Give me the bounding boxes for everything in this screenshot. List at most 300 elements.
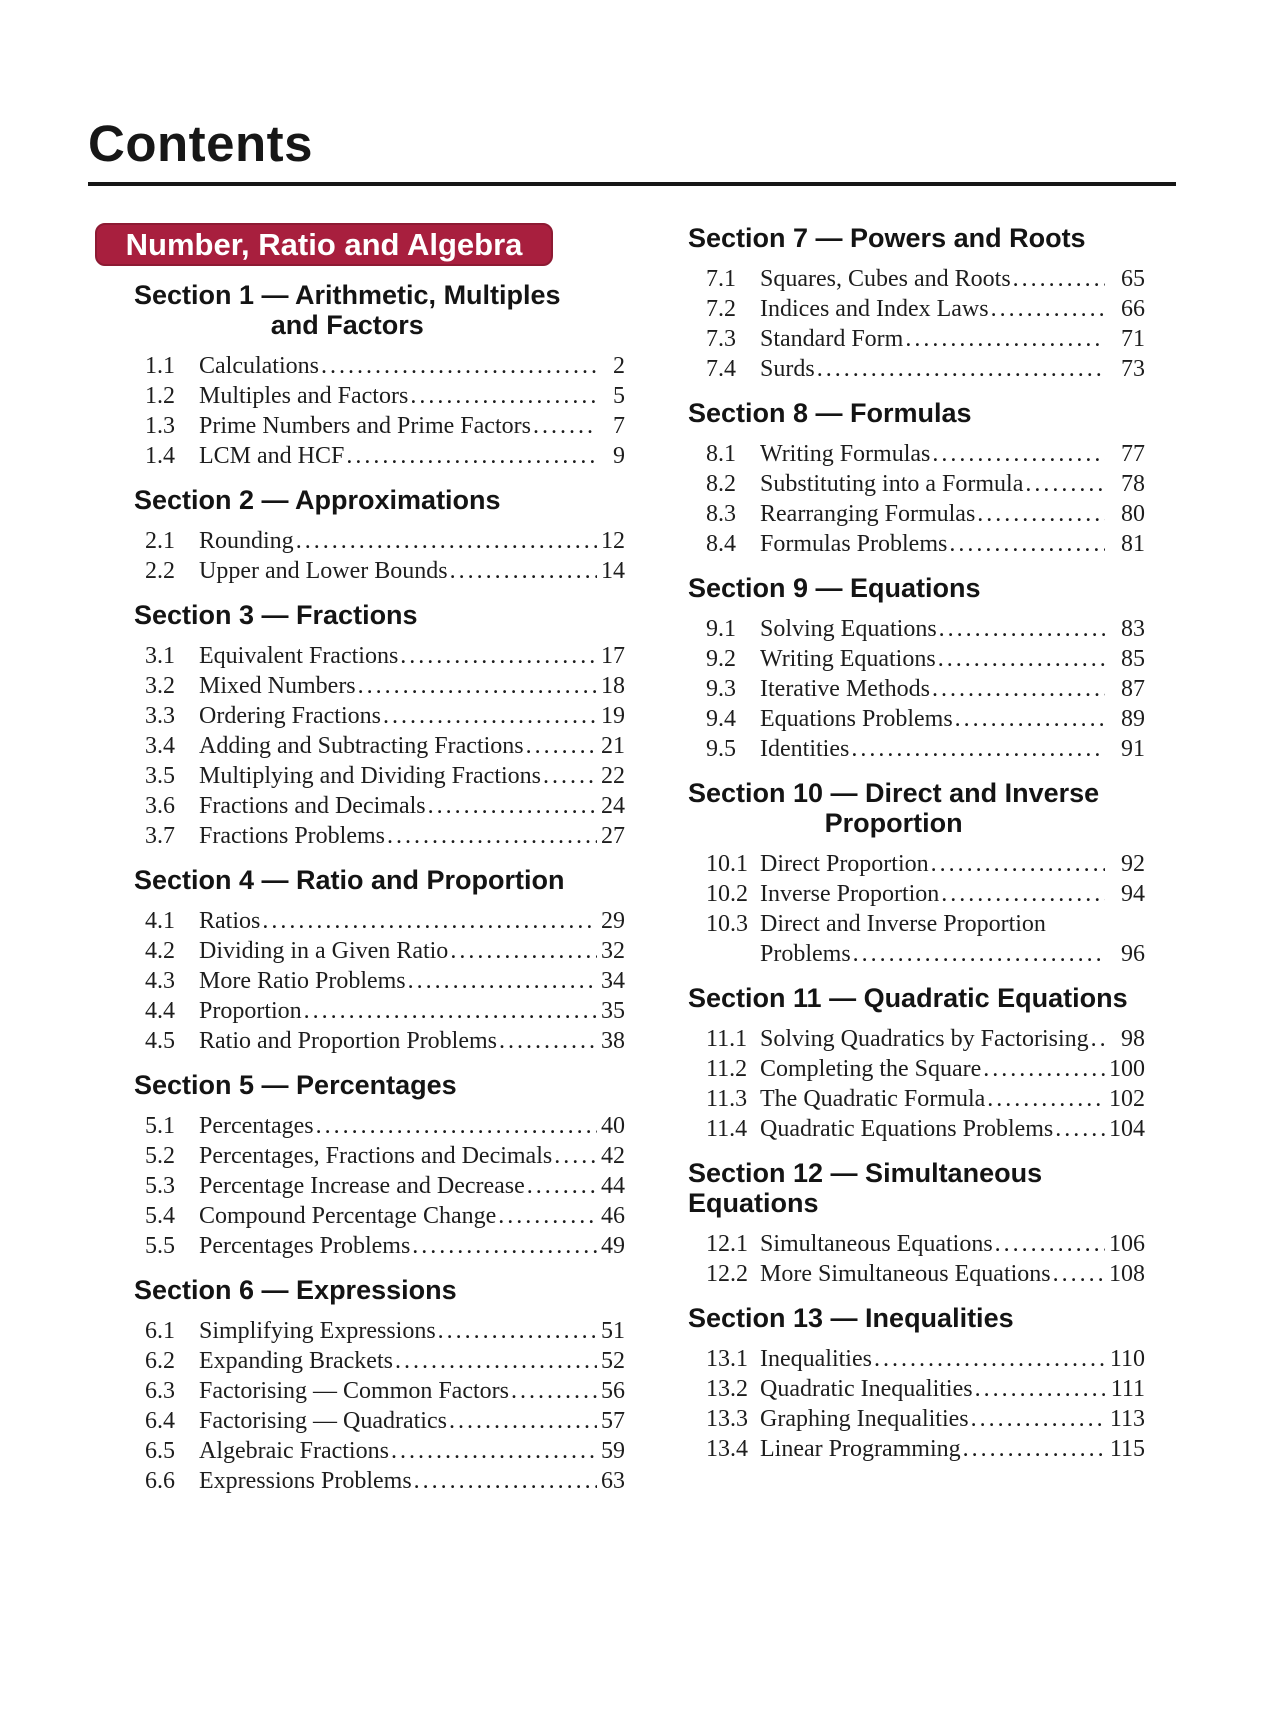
item-number: 3.4: [145, 733, 175, 759]
toc-item: [706, 1054, 1145, 1084]
toc-item: [145, 441, 625, 471]
dot-leader: [554, 1141, 597, 1171]
section-title: [688, 778, 1099, 838]
item-page: 66: [1121, 296, 1145, 322]
dot-leader: [939, 614, 1105, 644]
dot-leader: [533, 411, 597, 441]
toc-item: [145, 936, 625, 966]
dot-leader: [949, 529, 1105, 559]
item-title: Rearranging Formulas: [760, 501, 976, 527]
item-title: Linear Programming: [760, 1436, 961, 1462]
toc-item: [706, 1344, 1145, 1374]
item-page: 83: [1121, 616, 1145, 642]
item-title: Inequalities: [760, 1346, 872, 1372]
toc-item: [706, 439, 1145, 469]
item-page: 77: [1121, 441, 1145, 467]
section-title-line: Section 10 — Direct and Inverse: [688, 778, 1100, 808]
item-title: Simplifying Expressions: [199, 1318, 436, 1344]
item-page: 81: [1121, 531, 1145, 557]
item-page: 7: [613, 413, 625, 439]
item-number: 5.3: [145, 1173, 175, 1199]
item-number: 4.5: [145, 1028, 175, 1054]
dot-leader: [526, 731, 597, 761]
item-title: Upper and Lower Bounds: [199, 558, 448, 584]
dot-leader: [511, 1376, 597, 1406]
item-number: 5.2: [145, 1143, 175, 1169]
toc-item: [706, 1024, 1145, 1054]
section-title: [134, 280, 561, 340]
section-title: [134, 600, 418, 630]
item-page: 17: [601, 643, 625, 669]
item-page: 18: [601, 673, 625, 699]
toc-item: [145, 821, 625, 851]
toc-item: [706, 529, 1145, 559]
item-page: 9: [613, 443, 625, 469]
section-title-line: Section 8 — Formulas: [688, 398, 972, 428]
item-page: 71: [1121, 326, 1145, 352]
item-title: Algebraic Fractions: [199, 1438, 389, 1464]
dot-leader: [498, 1201, 597, 1231]
item-page: 102: [1109, 1086, 1145, 1112]
section-title-line: Section 4 — Ratio and Proportion: [134, 865, 565, 895]
item-number: 9.4: [706, 706, 736, 732]
toc-item: [706, 324, 1145, 354]
dot-leader: [400, 641, 597, 671]
item-title: More Ratio Problems: [199, 968, 406, 994]
dot-leader: [905, 324, 1105, 354]
dot-leader: [817, 354, 1105, 384]
item-page: 59: [601, 1438, 625, 1464]
item-page: 104: [1109, 1116, 1145, 1142]
dot-leader: [412, 1231, 597, 1261]
item-number: 6.1: [145, 1318, 175, 1344]
toc-item: [706, 879, 1145, 909]
item-number: 1.3: [145, 413, 175, 439]
dot-leader: [963, 1434, 1105, 1464]
item-number: 13.3: [706, 1406, 748, 1432]
part-banner-label: Number, Ratio and Algebra: [125, 226, 523, 262]
item-title: Multiples and Factors: [199, 383, 409, 409]
toc-item: [145, 641, 625, 671]
toc-item: [145, 791, 625, 821]
item-page: 19: [601, 703, 625, 729]
item-number: 6.2: [145, 1348, 175, 1374]
item-page: 63: [601, 1468, 625, 1494]
item-title: Completing the Square: [760, 1056, 982, 1082]
item-page: 96: [1121, 941, 1145, 967]
item-number: 11.4: [706, 1116, 748, 1142]
toc-item: [706, 499, 1145, 529]
section-title: [688, 398, 972, 428]
toc-item: [145, 1436, 625, 1466]
toc-item: [145, 1376, 625, 1406]
dot-leader: [931, 849, 1105, 879]
toc-section: [88, 1275, 625, 1496]
toc-item: [706, 614, 1145, 644]
toc-item: [706, 909, 1145, 939]
item-title: The Quadratic Formula: [760, 1086, 986, 1112]
item-page: 38: [601, 1028, 625, 1054]
item-title: Quadratic Inequalities: [760, 1376, 973, 1402]
item-page: 40: [601, 1113, 625, 1139]
item-title: Direct and Inverse Proportion: [760, 911, 1046, 937]
item-number: 11.2: [706, 1056, 748, 1082]
item-title: Equivalent Fractions: [199, 643, 399, 669]
dot-leader: [991, 294, 1105, 324]
item-number: 2.2: [145, 558, 175, 584]
item-page: 46: [601, 1203, 625, 1229]
toc-section: [88, 865, 625, 1056]
item-number: 9.5: [706, 736, 736, 762]
item-number: 8.4: [706, 531, 736, 557]
item-page: 27: [601, 823, 625, 849]
item-title: Ratio and Proportion Problems: [199, 1028, 497, 1054]
item-number: 3.3: [145, 703, 175, 729]
toc-item: [145, 351, 625, 381]
item-page: 56: [601, 1378, 625, 1404]
dot-leader: [346, 441, 597, 471]
item-page: 44: [601, 1173, 625, 1199]
title-divider: [88, 182, 1176, 186]
item-page: 2: [613, 353, 625, 379]
toc-section: [688, 1158, 1145, 1289]
item-title: Direct Proportion: [760, 851, 929, 877]
toc-item: [706, 704, 1145, 734]
item-number: 6.5: [145, 1438, 175, 1464]
toc-item: [706, 264, 1145, 294]
item-number: 5.4: [145, 1203, 175, 1229]
item-page: 92: [1121, 851, 1145, 877]
dot-leader: [851, 734, 1105, 764]
toc-item: [145, 556, 625, 586]
item-title: Solving Equations: [760, 616, 937, 642]
item-page: 80: [1121, 501, 1145, 527]
item-page: 5: [613, 383, 625, 409]
item-title: Factorising — Quadratics: [199, 1408, 447, 1434]
toc-item: [145, 1026, 625, 1056]
dot-leader: [408, 966, 597, 996]
item-title: Rounding: [199, 528, 294, 554]
item-number: 3.1: [145, 643, 175, 669]
dot-leader: [1091, 1024, 1105, 1054]
toc-item: [145, 761, 625, 791]
item-number: 12.1: [706, 1231, 748, 1257]
item-title: Ordering Fractions: [199, 703, 381, 729]
item-page: 24: [601, 793, 625, 819]
item-number: 11.3: [706, 1086, 748, 1112]
item-page: 34: [601, 968, 625, 994]
item-title: Quadratic Equations Problems: [760, 1116, 1054, 1142]
dot-leader: [438, 1316, 597, 1346]
item-title: Surds: [760, 356, 815, 382]
dot-leader: [1013, 264, 1105, 294]
item-number: 12.2: [706, 1261, 748, 1287]
item-page: 22: [601, 763, 625, 789]
item-title: Identities: [760, 736, 850, 762]
item-number: 3.2: [145, 673, 175, 699]
item-number: 10.3: [706, 911, 748, 937]
section-title: [134, 1070, 457, 1100]
toc-item: [145, 1406, 625, 1436]
item-title: Ratios: [199, 908, 261, 934]
section-title: [688, 983, 1128, 1013]
section-title-line: Section 12 — Simultaneous Equations: [688, 1158, 1043, 1218]
dot-leader: [983, 1054, 1105, 1084]
toc-item: [706, 354, 1145, 384]
item-number: 13.2: [706, 1376, 748, 1402]
toc-item: [145, 701, 625, 731]
dot-leader: [395, 1346, 597, 1376]
item-title: Percentages Problems: [199, 1233, 411, 1259]
item-title: Expressions Problems: [199, 1468, 412, 1494]
item-title: Multiplying and Dividing Fractions: [199, 763, 541, 789]
toc-section: [88, 280, 625, 471]
item-number: 10.2: [706, 881, 748, 907]
toc-item: [145, 996, 625, 1026]
item-title: Proportion: [199, 998, 302, 1024]
toc-item: [706, 734, 1145, 764]
dot-leader: [316, 1111, 597, 1141]
item-number: 13.1: [706, 1346, 748, 1372]
dot-leader: [938, 644, 1105, 674]
item-number: 4.3: [145, 968, 175, 994]
item-page: 91: [1121, 736, 1145, 762]
dot-leader: [543, 761, 597, 791]
section-title-line: Section 6 — Expressions: [134, 1275, 457, 1305]
section-title-line: Section 1 — Arithmetic, Multiples: [134, 280, 561, 310]
section-title-line: Section 11 — Quadratic Equations: [688, 983, 1128, 1013]
toc-column-right: [688, 223, 1145, 1496]
item-number: 5.1: [145, 1113, 175, 1139]
dot-leader: [932, 674, 1105, 704]
toc-section: [688, 983, 1145, 1144]
toc-item: [706, 939, 1145, 969]
item-page: 73: [1121, 356, 1145, 382]
item-title: Dividing in a Given Ratio: [199, 938, 449, 964]
item-page: 21: [601, 733, 625, 759]
item-number: 1.4: [145, 443, 175, 469]
item-title: Writing Formulas: [760, 441, 931, 467]
dot-leader: [527, 1171, 597, 1201]
toc-item: [706, 469, 1145, 499]
item-page: 108: [1109, 1261, 1145, 1287]
item-title: LCM and HCF: [199, 443, 345, 469]
item-number: 11.1: [706, 1026, 748, 1052]
toc-item: [145, 1141, 625, 1171]
toc-item: [706, 1114, 1145, 1144]
dot-leader: [941, 879, 1105, 909]
item-page: 14: [601, 558, 625, 584]
item-number: 7.1: [706, 266, 736, 292]
toc-item: [706, 1084, 1145, 1114]
item-title: Percentages, Fractions and Decimals: [199, 1143, 553, 1169]
item-page: 29: [601, 908, 625, 934]
dot-leader: [955, 704, 1105, 734]
dot-leader: [321, 351, 597, 381]
item-page: 94: [1121, 881, 1145, 907]
item-number: 8.2: [706, 471, 736, 497]
item-page: 78: [1121, 471, 1145, 497]
item-title: Calculations: [199, 353, 319, 379]
dot-leader: [387, 821, 597, 851]
item-title: Percentages: [199, 1113, 314, 1139]
dot-leader: [853, 939, 1105, 969]
item-title: Factorising — Common Factors: [199, 1378, 509, 1404]
item-title: Iterative Methods: [760, 676, 930, 702]
section-title: [134, 485, 501, 515]
toc-section: [88, 600, 625, 851]
toc-item: [706, 849, 1145, 879]
item-page: 65: [1121, 266, 1145, 292]
item-title: Formulas Problems: [760, 531, 948, 557]
item-number: 6.6: [145, 1468, 175, 1494]
section-title: [134, 865, 565, 895]
item-page: 49: [601, 1233, 625, 1259]
item-page: 98: [1121, 1026, 1145, 1052]
item-page: 35: [601, 998, 625, 1024]
toc-item: [145, 671, 625, 701]
section-title-line: Section 9 — Equations: [688, 573, 981, 603]
dot-leader: [383, 701, 597, 731]
dot-leader: [1053, 1259, 1105, 1289]
item-number: 3.7: [145, 823, 175, 849]
item-title: Fractions Problems: [199, 823, 385, 849]
section-title: [688, 1158, 1145, 1218]
section-title-line: Section 5 — Percentages: [134, 1070, 457, 1100]
item-number: 1.2: [145, 383, 175, 409]
dot-leader: [995, 1229, 1105, 1259]
dot-leader: [428, 791, 597, 821]
dot-leader: [987, 1084, 1105, 1114]
toc-item: [145, 906, 625, 936]
toc-item: [145, 1316, 625, 1346]
item-title: Adding and Subtracting Fractions: [199, 733, 524, 759]
item-page: 111: [1110, 1376, 1145, 1402]
section-title-line: Proportion: [824, 808, 963, 838]
dot-leader: [296, 526, 597, 556]
section-title-line: Section 3 — Fractions: [134, 600, 418, 630]
toc-section: [88, 485, 625, 586]
dot-leader: [932, 439, 1105, 469]
toc-section: [688, 573, 1145, 764]
item-number: 3.6: [145, 793, 175, 819]
dot-leader: [262, 906, 597, 936]
toc-item: [706, 674, 1145, 704]
item-title: Substituting into a Formula: [760, 471, 1024, 497]
dot-leader: [874, 1344, 1105, 1374]
toc-item: [706, 1374, 1145, 1404]
section-title: [688, 223, 1086, 253]
dot-leader: [1055, 1114, 1105, 1144]
toc-item: [706, 294, 1145, 324]
toc-column-left: [88, 223, 625, 1496]
item-page: 57: [601, 1408, 625, 1434]
item-page: 113: [1109, 1406, 1145, 1432]
toc-item: [145, 411, 625, 441]
toc-columns: [88, 223, 1176, 1496]
toc-section: [688, 223, 1145, 384]
item-number: 7.4: [706, 356, 736, 382]
item-title: Standard Form: [760, 326, 904, 352]
dot-leader: [499, 1026, 597, 1056]
item-number: 2.1: [145, 528, 175, 554]
section-title: [134, 1275, 457, 1305]
item-page: 115: [1109, 1436, 1145, 1462]
item-number: 4.4: [145, 998, 175, 1024]
toc-item: [706, 644, 1145, 674]
toc-section: [688, 1303, 1145, 1464]
toc-item: [145, 731, 625, 761]
toc-section: [688, 778, 1145, 969]
item-page: 32: [601, 938, 625, 964]
item-number: 7.2: [706, 296, 736, 322]
item-title: Solving Quadratics by Factorising: [760, 1026, 1089, 1052]
item-number: 6.3: [145, 1378, 175, 1404]
item-title: Compound Percentage Change: [199, 1203, 497, 1229]
section-title: [688, 1303, 1014, 1333]
item-title: Problems: [760, 941, 851, 967]
part-banner: [95, 223, 553, 266]
item-title: Graphing Inequalities: [760, 1406, 969, 1432]
toc-item: [706, 1404, 1145, 1434]
toc-item: [706, 1434, 1145, 1464]
section-title-line: Section 2 — Approximations: [134, 485, 501, 515]
dot-leader: [977, 499, 1105, 529]
section-title: [688, 573, 981, 603]
item-title: Squares, Cubes and Roots: [760, 266, 1011, 292]
item-number: 8.3: [706, 501, 736, 527]
toc-item: [706, 1229, 1145, 1259]
toc-item: [145, 1111, 625, 1141]
item-number: 7.3: [706, 326, 736, 352]
item-title: Percentage Increase and Decrease: [199, 1173, 525, 1199]
toc-item: [706, 1259, 1145, 1289]
toc-item: [145, 381, 625, 411]
item-number: 10.1: [706, 851, 748, 877]
item-title: Mixed Numbers: [199, 673, 356, 699]
item-number: 9.2: [706, 646, 736, 672]
section-title-line: Section 7 — Powers and Roots: [688, 223, 1086, 253]
item-page: 87: [1121, 676, 1145, 702]
dot-leader: [414, 1466, 597, 1496]
item-number: 3.5: [145, 763, 175, 789]
item-title: Indices and Index Laws: [760, 296, 989, 322]
item-title: Expanding Brackets: [199, 1348, 393, 1374]
dot-leader: [410, 381, 597, 411]
item-title: Inverse Proportion: [760, 881, 940, 907]
dot-leader: [975, 1374, 1105, 1404]
item-number: 9.1: [706, 616, 736, 642]
item-page: 100: [1109, 1056, 1145, 1082]
toc-item: [145, 526, 625, 556]
dot-leader: [971, 1404, 1105, 1434]
item-page: 51: [601, 1318, 625, 1344]
section-title-line: Section 13 — Inequalities: [688, 1303, 1014, 1333]
dot-leader: [449, 1406, 597, 1436]
item-number: 4.2: [145, 938, 175, 964]
item-title: Prime Numbers and Prime Factors: [199, 413, 531, 439]
dot-leader: [450, 936, 597, 966]
dot-leader: [358, 671, 597, 701]
item-page: 110: [1109, 1346, 1145, 1372]
item-title: Simultaneous Equations: [760, 1231, 993, 1257]
item-number: 6.4: [145, 1408, 175, 1434]
item-number: 4.1: [145, 908, 175, 934]
item-number: 8.1: [706, 441, 736, 467]
item-title: Equations Problems: [760, 706, 953, 732]
page-title: Contents: [88, 115, 313, 172]
toc-section: [88, 1070, 625, 1261]
